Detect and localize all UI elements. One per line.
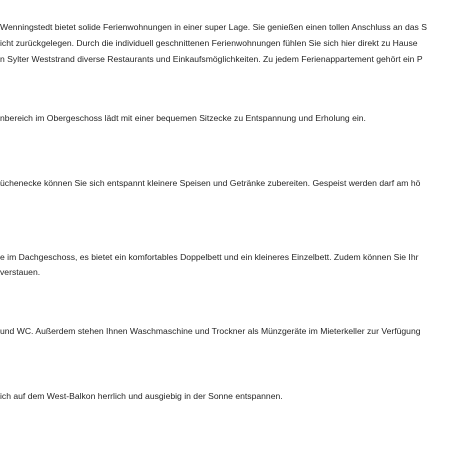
paragraph-kitchen: üchenecke können Sie sich entspannt kleinere Speisen und Getränke zubereiten. Gespeist werden darf am hö: [0, 178, 421, 188]
paragraph-intro-line-3: n Sylter Weststrand diverse Restaurants und Einkaufsmöglichkeiten. Zu jedem Ferienappartement gehört ein P: [0, 54, 423, 64]
paragraph-living-area: nbereich im Obergeschoss lädt mit einer bequemen Sitzecke zu Entspannung und Erholung ein.: [0, 113, 366, 123]
paragraph-bedroom-line-1: e im Dachgeschoss, es bietet ein komfortables Doppelbett und ein kleineres Einzelbett. Zudem können Sie Ihr: [0, 252, 419, 262]
paragraph-bathroom: und WC. Außerdem stehen Ihnen Waschmaschine und Trockner als Münzgeräte im Mieterkeller zur Verfügung: [0, 326, 421, 336]
paragraph-intro-line-2: icht zurückgelegen. Durch die individuell geschnittenen Ferienwohnungen fühlen Sie sich hier direkt zu Hause: [0, 38, 418, 48]
paragraph-balcony: ich auf dem West-Balkon herrlich und ausgiebig in der Sonne entspannen.: [0, 391, 283, 401]
paragraph-bedroom-line-2: verstauen.: [0, 267, 41, 277]
paragraph-intro-line-1: Wenningstedt bietet solide Ferienwohnungen in einer super Lage. Sie genießen einen tollen Anschluss an das S: [0, 22, 427, 32]
